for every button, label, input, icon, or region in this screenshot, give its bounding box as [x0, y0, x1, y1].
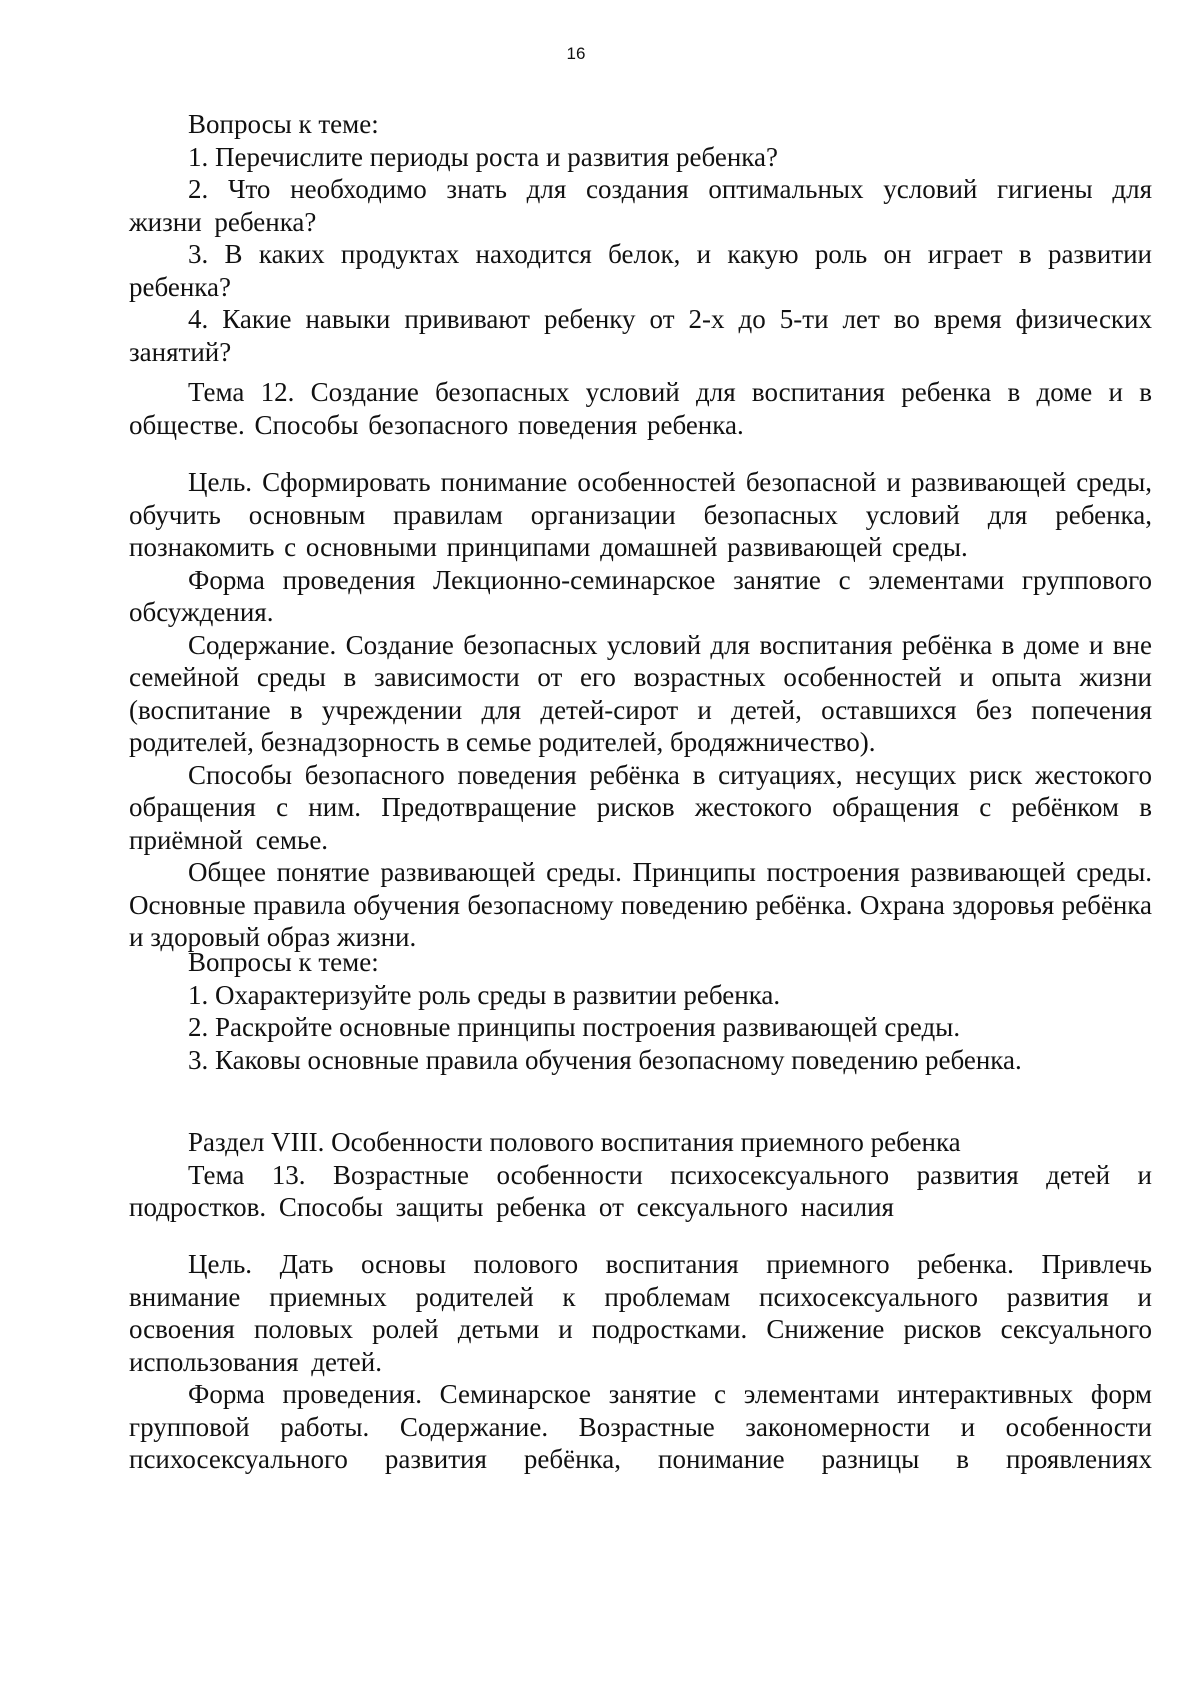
topic-title: Тема 13. Возрастные особенности психосексуального развития детей и подростков. Способы защиты ребенка от сексуального насилия [129, 1159, 1152, 1222]
topic-form-content: Форма проведения. Семинарское занятие с элементами интерактивных форм групповой работы. Содержание. Возрастные закономерности и особенности психосексуального развития ребёнка, понимание разницы в проявлениях [129, 1379, 1152, 1474]
section-title: Раздел VIII. Особенности полового воспитания приемного ребенка [188, 1127, 961, 1157]
topic-content: Содержание. Создание безопасных условий для воспитания ребёнка в доме и вне семейной среды в зависимости от его возрастных особенностей и опыта жизни (воспитание в учреждении для детей-сирот и детей, оставшихся без попечения родителей, безнадзорность в семье родителей, бродяжничество). [129, 629, 1152, 757]
topic-methods: Способы безопасного поведения ребёнка в ситуациях, несущих риск жестокого обращения с ним. Предотвращение рисков жестокого обращения с ребёнком в приёмной семье. [129, 759, 1152, 855]
topic-13-body [129, 1248, 1152, 1476]
page-number: 16 [566, 44, 586, 63]
questions-heading: Вопросы к теме: [188, 109, 379, 139]
question-item: 2. Раскройте основные принципы построения развивающей среды. [188, 1012, 961, 1042]
questions-block-1 [129, 108, 1152, 368]
topic-title: Тема 12. Создание безопасных условий для воспитания ребенка в доме и в обществе. Способы безопасного поведения ребенка. [129, 377, 1152, 440]
question-item: 4. Какие навыки прививают ребенку от 2-х до 5-ти лет во время физических занятий? [129, 304, 1152, 367]
topic-12-body [129, 466, 1152, 954]
question-item: 2. Что необходимо знать для создания оптимальных условий гигиены для жизни ребенка? [129, 174, 1152, 237]
topic-environment: Общее понятие развивающей среды. Принципы построения развивающей среды. Основные правила обучения безопасному поведению ребёнка. Охрана здоровья ребёнка и здоровый образ жизни. [129, 857, 1152, 952]
questions-heading: Вопросы к теме: [188, 947, 379, 977]
question-item: 1. Охарактеризуйте роль среды в развитии ребенка. [188, 979, 781, 1010]
question-item: 3. Каковы основные правила обучения безопасному поведению ребенка. [188, 1044, 1022, 1075]
section-8-block [129, 1126, 1152, 1224]
questions-block-2 [129, 946, 1152, 1076]
question-item: 1. Перечислите периоды роста и развития ребенка? [188, 141, 778, 172]
topic-12-block [129, 376, 1152, 441]
topic-goal: Цель. Сформировать понимание особенностей безопасной и развивающей среды, обучить основным правилам организации безопасных условий для ребенка, познакомить с основными принципами домашней развивающей среды. [129, 467, 1152, 562]
topic-goal: Цель. Дать основы полового воспитания приемного ребенка. Привлечь внимание приемных родителей к проблемам психосексуального развития и освоения половых ролей детьми и подростками. Снижение рисков сексуального использования детей. [129, 1249, 1152, 1377]
topic-form: Форма проведения Лекционно-семинарское занятие с элементами группового обсуждения. [129, 564, 1152, 627]
question-item: 3. В каких продуктах находится белок, и какую роль он играет в развитии ребенка? [129, 239, 1152, 302]
